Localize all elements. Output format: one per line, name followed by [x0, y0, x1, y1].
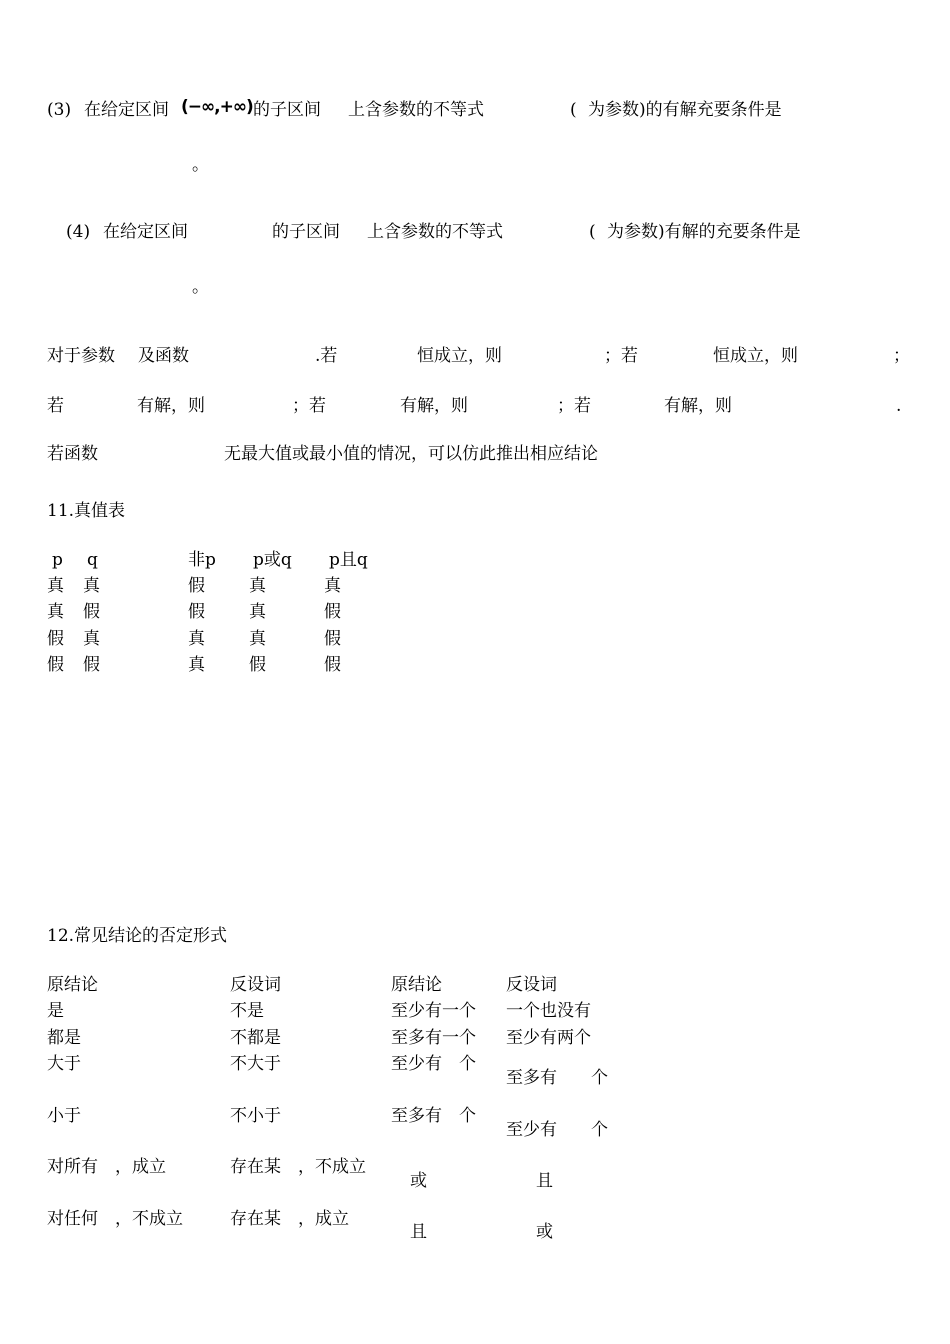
param-l1-2: .若	[315, 346, 338, 366]
param-l2-5: 有解，则	[664, 396, 732, 416]
param-l1-0: 对于参数	[47, 346, 115, 366]
truth-cell: 假	[47, 629, 64, 649]
negation-left-negation: 不是	[230, 1001, 264, 1021]
negation-header-original-2: 原结论	[391, 975, 442, 995]
truth-cell: 真	[249, 576, 266, 596]
negation-right-negation: 一个也没有	[506, 1001, 591, 1021]
negation-left-original: 小于	[47, 1106, 81, 1126]
negation-right-original: 且	[410, 1222, 427, 1242]
truth-cell: 假	[324, 629, 341, 649]
item3-text-e: 为参数)的有解充要条件是	[588, 100, 782, 120]
truth-cell: 假	[324, 602, 341, 622]
truth-cell: 假	[188, 576, 205, 596]
negation-right-original: 至少有一个	[391, 1001, 476, 1021]
truth-cell: 假	[83, 602, 100, 622]
param-l1-6: ；	[893, 346, 910, 366]
negation-left-original: 大于	[47, 1054, 81, 1074]
truth-header-p-or-q: p或q	[253, 550, 292, 570]
param-l3-1: 无最大值或最小值的情况，可以仿此推出相应结论	[224, 444, 598, 464]
param-l2-3: 有解，则	[400, 396, 468, 416]
truth-cell: 假	[188, 602, 205, 622]
negation-left-negation: 存在某 ，成立	[230, 1209, 349, 1229]
truth-cell: 真	[83, 576, 100, 596]
truth-header-p: p	[52, 550, 63, 570]
negation-title: 12.常见结论的否定形式	[47, 926, 228, 946]
item4-text-c: 上含参数的不等式	[367, 222, 503, 242]
negation-right-negation: 且	[536, 1171, 553, 1191]
item4-text-b: 的子区间	[272, 222, 340, 242]
negation-right-negation: 至少有两个	[506, 1028, 591, 1048]
truth-header-p-and-q: p且q	[329, 550, 368, 570]
param-l2-1: 有解，则	[137, 396, 205, 416]
truth-header-not-p: 非p	[188, 550, 216, 570]
item3-period: 。	[192, 155, 209, 175]
item3-text-d: (	[570, 100, 577, 120]
truth-cell: 真	[83, 629, 100, 649]
negation-right-negation: 或	[536, 1222, 553, 1242]
param-l2-4: ；若	[557, 396, 591, 416]
negation-header-negation-2: 反设词	[506, 975, 557, 995]
param-l2-2: ；若	[292, 396, 326, 416]
negation-left-negation: 存在某 ，不成立	[230, 1157, 366, 1177]
truth-cell: 真	[249, 629, 266, 649]
param-l1-3: 恒成立，则	[417, 346, 502, 366]
truth-cell: 假	[47, 655, 64, 675]
negation-left-negation: 不大于	[230, 1054, 281, 1074]
truth-cell: 真	[188, 629, 205, 649]
truth-cell: 真	[249, 602, 266, 622]
param-l2-6: .	[896, 396, 902, 416]
negation-left-original: 对所有 ，成立	[47, 1157, 166, 1177]
item3-text-b: 的子区间	[253, 100, 321, 120]
item3-text-c: 上含参数的不等式	[348, 100, 484, 120]
param-l1-5: 恒成立，则	[713, 346, 798, 366]
negation-left-original: 对任何 ，不成立	[47, 1209, 183, 1229]
item4-period: 。	[192, 277, 209, 297]
negation-right-negation: 至少有 个	[506, 1120, 608, 1140]
item4-text-a: 在给定区间	[103, 222, 188, 242]
negation-right-original: 至多有一个	[391, 1028, 476, 1048]
negation-left-negation: 不都是	[230, 1028, 281, 1048]
truth-cell: 假	[83, 655, 100, 675]
truth-cell: 真	[47, 602, 64, 622]
truth-header-q: q	[87, 550, 98, 570]
param-l2-0: 若	[47, 396, 64, 416]
negation-right-original: 或	[410, 1171, 427, 1191]
truth-cell: 假	[324, 655, 341, 675]
negation-left-negation: 不小于	[230, 1106, 281, 1126]
truth-cell: 真	[188, 655, 205, 675]
item4-text-d: (	[589, 222, 596, 242]
item4-number: (4)	[66, 222, 91, 242]
item3-text-a: 在给定区间	[84, 100, 169, 120]
negation-right-original: 至多有 个	[391, 1106, 476, 1126]
truth-cell: 真	[324, 576, 341, 596]
truth-table-title: 11.真值表	[47, 501, 126, 521]
negation-right-original: 至少有 个	[391, 1054, 476, 1074]
item3-number: (3)	[47, 100, 72, 120]
truth-cell: 假	[249, 655, 266, 675]
negation-left-original: 是	[47, 1001, 64, 1021]
param-l3-0: 若函数	[47, 444, 98, 464]
negation-left-original: 都是	[47, 1028, 81, 1048]
interval-symbol: (−∞,+∞)	[181, 97, 253, 117]
negation-right-negation: 至多有 个	[506, 1068, 608, 1088]
param-l1-4: ；若	[604, 346, 638, 366]
negation-header-original: 原结论	[47, 975, 98, 995]
param-l1-1: 及函数	[138, 346, 189, 366]
item4-text-e: 为参数)有解的充要条件是	[607, 222, 801, 242]
negation-header-negation: 反设词	[230, 975, 281, 995]
truth-cell: 真	[47, 576, 64, 596]
